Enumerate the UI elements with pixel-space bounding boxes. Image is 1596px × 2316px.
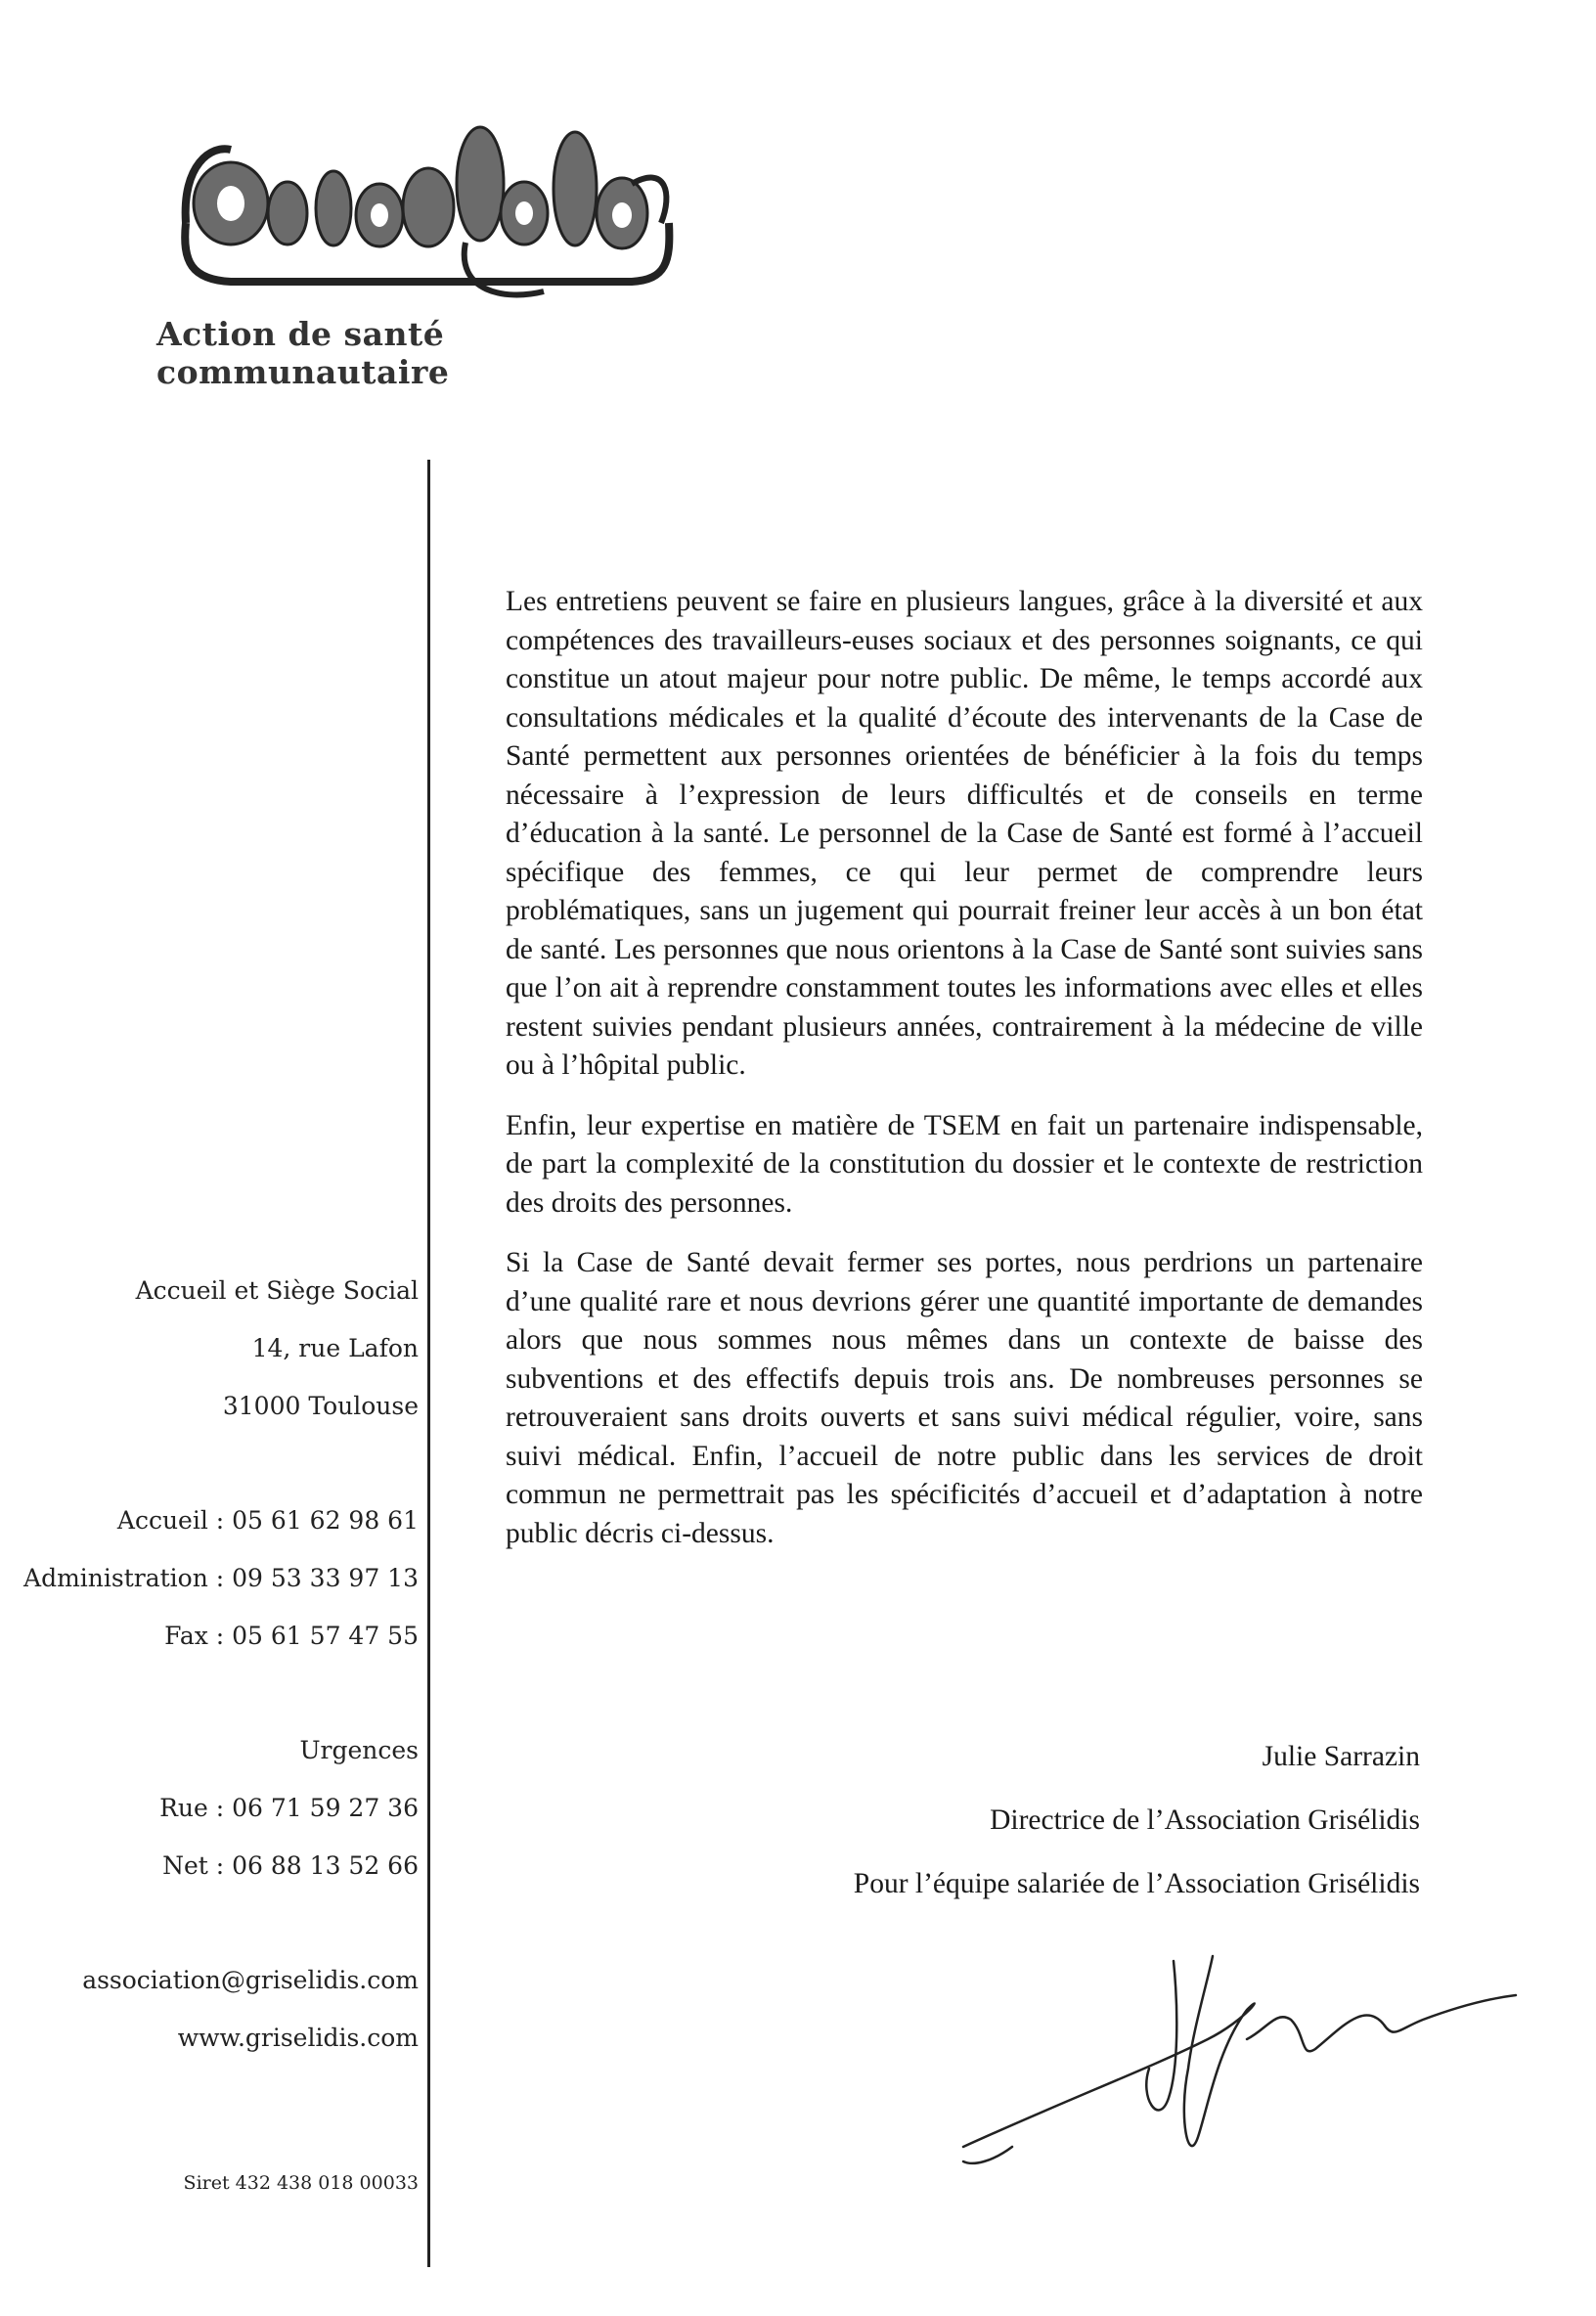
address-line: 31000 Toulouse — [222, 1392, 419, 1420]
phone-line: Accueil : 05 61 62 98 61 — [116, 1506, 419, 1535]
address-line: 14, rue Lafon — [251, 1334, 419, 1362]
contact-sidebar — [0, 1262, 419, 2212]
phone-line: Administration : 09 53 33 97 13 — [23, 1564, 419, 1592]
phone-line: Fax : 05 61 57 47 55 — [164, 1622, 419, 1650]
urgence-line: Rue : 06 71 59 27 36 — [159, 1794, 419, 1822]
letter-body — [506, 583, 1423, 1575]
email-link[interactable]: association@griselidis.com — [82, 1966, 419, 1994]
signer-name: Julie Sarrazin — [1262, 1741, 1420, 1772]
vertical-divider — [427, 460, 430, 2267]
siret-number: Siret 432 438 018 00033 — [183, 2172, 419, 2194]
paragraph: Si la Case de Santé devait fermer ses portes, nous perdrions un partenaire d’une qualité rare et nous devrions gérer une quantité importante de demandes alors que nous sommes nous mêmes dans un contexte de baisse des subventions et des effectifs depuis trois ans. De nombreuses personnes se retrouveraient sans droits ouverts et sans suivi médical régulier, voire, sans suivi médical. Enfin, l’accueil de notre public dans les services de droit commun ne permettrait pas les spécificités d’accueil et d’adaptation à notre public décris ci-dessus. — [506, 1247, 1423, 1549]
tagline: Action de santé communautaire — [156, 315, 450, 391]
website-link[interactable]: www.griselidis.com — [177, 2024, 419, 2052]
urgences-title: Urgences — [299, 1736, 419, 1764]
handwritten-signature — [953, 1951, 1521, 2176]
griselidis-logo — [172, 106, 700, 306]
logo-graphic — [172, 106, 700, 306]
signature-block — [638, 1737, 1420, 1928]
address-line: Accueil et Siège Social — [135, 1276, 419, 1305]
signer-team: Pour l’équipe salariée de l’Association Grisélidis — [853, 1868, 1420, 1899]
paragraph: Les entretiens peuvent se faire en plusieurs langues, grâce à la diversité et aux compétences des travailleurs-euses sociaux et des personnes soignants, ce qui constitue un atout majeur pour notre public. De même, le temps accordé aux consultations médicales et la qualité d’écoute des intervenants de la Case de Santé permettent aux personnes orientées de bénéficier à la fois du temps nécessaire à l’expression de leurs difficultés et de conseils en terme d’éducation à la santé. Le personnel de la Case de Santé est formé à l’accueil spécifique des femmes, ce qui leur permet de comprendre leurs problématiques, sans un jugement qui pourrait freiner leur accès à un bon état de santé. Les personnes que nous orientons à la Case de Santé sont suivies sans que l’on ait à reprendre constamment toutes les informations avec elles et elles restent suivies pendant plusieurs années, contrairement à la médecine de ville ou à l’hôpital public. — [506, 586, 1423, 1081]
urgence-line: Net : 06 88 13 52 66 — [162, 1851, 419, 1880]
signer-role: Directrice de l’Association Grisélidis — [990, 1804, 1420, 1836]
paragraph: Enfin, leur expertise en matière de TSEM en fait un partenaire indispensable, de part la complexité de la constitution du dossier et le contexte de restriction des droits des personnes. — [506, 1109, 1423, 1219]
